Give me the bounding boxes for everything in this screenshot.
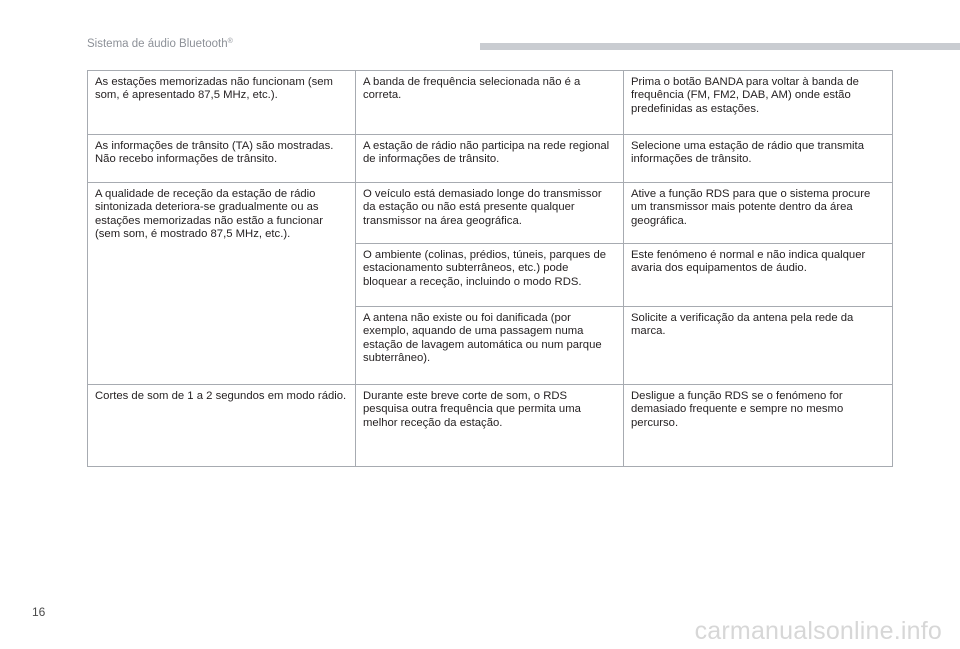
solution-cell: Desligue a função RDS se o fenómeno for demasiado frequente e sempre no mesmo percurso. bbox=[624, 385, 893, 467]
cause-cell: O veículo está demasiado longe do transmissor da estação ou não está presente qualquer transmissor na área geográfica. bbox=[356, 183, 624, 244]
solution-cell: Este fenómeno é normal e não indica qualquer avaria dos equipamentos de áudio. bbox=[624, 244, 893, 307]
cause-cell: O ambiente (colinas, prédios, túneis, parques de estacionamento subterrâneos, etc.) pode bloquear a receção, incluindo o modo RDS. bbox=[356, 244, 624, 307]
problem-cell: As informações de trânsito (TA) são mostradas. Não recebo informações de trânsito. bbox=[88, 135, 356, 183]
page-number: 16 bbox=[32, 605, 46, 619]
table-row bbox=[88, 385, 893, 467]
registered-mark: ® bbox=[227, 38, 233, 45]
watermark: carmanualsonline.info bbox=[694, 617, 942, 645]
cause-cell: A antena não existe ou foi danificada (por exemplo, aquando de uma passagem numa estação de lavagem automática ou num parque subterrâneo). bbox=[356, 307, 624, 385]
section-title-text: Sistema de áudio Bluetooth bbox=[87, 38, 228, 50]
solution-cell: Prima o botão BANDA para voltar à banda de frequência (FM, FM2, DAB, AM) onde estão predefinidas as estações. bbox=[624, 71, 893, 135]
header-bar bbox=[480, 43, 960, 50]
troubleshooting-table bbox=[87, 70, 893, 467]
solution-cell: Ative a função RDS para que o sistema procure um transmissor mais potente dentro da área geográfica. bbox=[624, 183, 893, 244]
table-row bbox=[88, 135, 893, 183]
section-title bbox=[87, 38, 233, 50]
problem-cell: A qualidade de receção da estação de rádio sintonizada deteriora-se gradualmente ou as estações memorizadas não estão a funcionar (sem som, é mostrado 87,5 MHz, etc.). bbox=[88, 183, 356, 385]
table-row bbox=[88, 71, 893, 135]
cause-cell: A estação de rádio não participa na rede regional de informações de trânsito. bbox=[356, 135, 624, 183]
problem-cell: Cortes de som de 1 a 2 segundos em modo rádio. bbox=[88, 385, 356, 467]
cause-cell: A banda de frequência selecionada não é a correta. bbox=[356, 71, 624, 135]
cause-cell: Durante este breve corte de som, o RDS pesquisa outra frequência que permita uma melhor receção da estação. bbox=[356, 385, 624, 467]
solution-cell: Selecione uma estação de rádio que transmita informações de trânsito. bbox=[624, 135, 893, 183]
table-row bbox=[88, 183, 893, 244]
problem-cell: As estações memorizadas não funcionam (sem som, é apresentado 87,5 MHz, etc.). bbox=[88, 71, 356, 135]
solution-cell: Solicite a verificação da antena pela rede da marca. bbox=[624, 307, 893, 385]
